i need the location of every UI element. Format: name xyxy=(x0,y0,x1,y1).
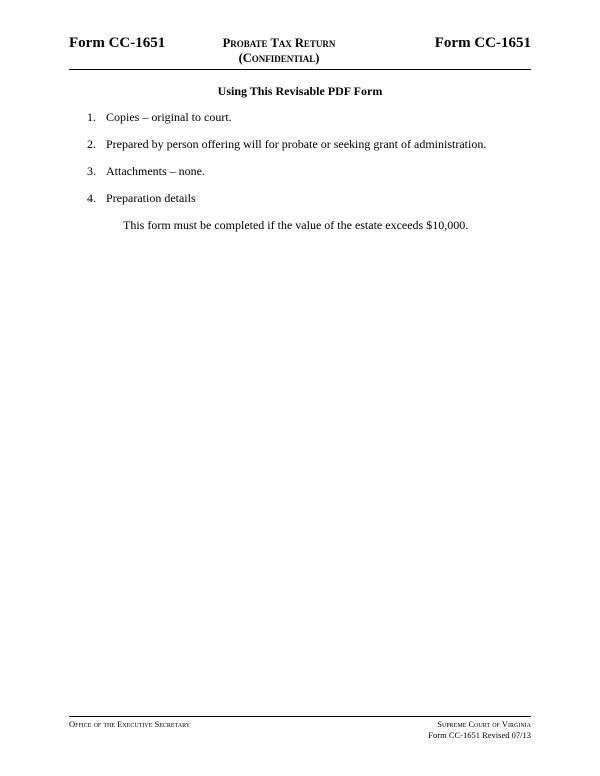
list-item-text: Attachments – none. xyxy=(106,164,205,178)
form-title xyxy=(189,36,369,66)
footer-office: Office of the Executive Secretary xyxy=(69,719,191,729)
list-item xyxy=(87,110,547,137)
footer-court: Supreme Court of Virginia xyxy=(437,719,531,729)
form-title-line1: Probate Tax Return xyxy=(222,36,336,50)
list-item xyxy=(87,191,547,218)
footer-right-block xyxy=(428,719,531,741)
list-item-text: Prepared by person offering will for probate or seeking grant of administration. xyxy=(106,137,487,151)
preparation-detail-text: This form must be completed if the value of the estate exceeds $10,000. xyxy=(123,218,469,232)
section-title: Using This Revisable PDF Form xyxy=(217,84,383,98)
list-item xyxy=(87,164,547,191)
footer-revision: Form CC-1651 Revised 07/13 xyxy=(428,730,531,740)
list-item-text: Copies – original to court. xyxy=(106,110,232,124)
list-item-number: 1. xyxy=(87,110,96,124)
page-header xyxy=(69,35,531,70)
list-item-text: Preparation details xyxy=(106,191,196,205)
instruction-list xyxy=(87,110,547,218)
page-footer xyxy=(69,716,531,740)
list-item xyxy=(87,137,547,164)
form-id-right: Form CC-1651 xyxy=(434,35,531,51)
list-item-number: 3. xyxy=(87,164,96,178)
form-title-line2: (Confidential) xyxy=(238,51,320,65)
list-item-number: 4. xyxy=(87,191,96,205)
form-id-left: Form CC-1651 xyxy=(69,35,166,51)
list-item-number: 2. xyxy=(87,137,96,151)
